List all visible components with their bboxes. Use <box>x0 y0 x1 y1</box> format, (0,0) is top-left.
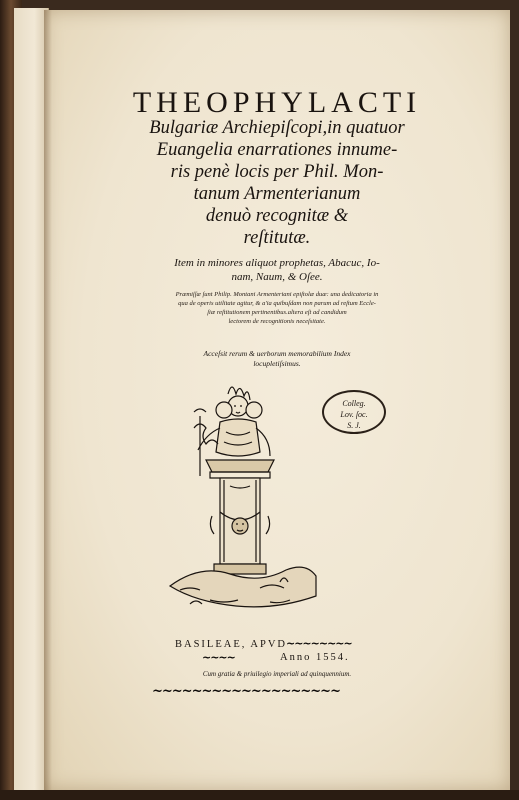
title-line: ris penè locis per Phil. Mon- <box>170 162 384 182</box>
title-line: reſtitutæ. <box>243 228 311 248</box>
ink-signature: ~~~~~~~~~~~~~~~~~~~ <box>152 684 340 699</box>
imprint-year: Anno 1554. <box>280 652 350 663</box>
stamp-line: S. J. <box>347 421 361 430</box>
subtitle-line: Item in minores aliquot prophetas, Abacuc, Io- <box>174 257 380 269</box>
library-stamp <box>322 390 386 434</box>
cover-bottom-edge <box>0 790 519 800</box>
title-line: Bulgariæ Archiepiſcopi,in quatuor <box>149 118 405 138</box>
stamp-line: Lov. ſoc. <box>340 410 368 419</box>
preface-line: Præmiſſæ ſunt Philip. Montani Armenteriani epiſtolæ duæ: una dedicatoria in <box>175 291 379 298</box>
preface-line: qua de operis utilitate agitur, & a'ia quibuſdam non parum ad reſtum Eccle- <box>178 300 376 307</box>
subtitle-line: nam, Naum, & Oſee. <box>231 271 323 283</box>
privilege-line: Cum gratia & priuilegio imperiali ad quinquennium. <box>202 670 352 678</box>
title-author: THEOPHYLACTI <box>132 86 422 119</box>
title-line: denuò recognitæ & <box>205 206 349 226</box>
printer-device-woodcut <box>150 376 330 626</box>
ink-strikeout: ~~~~ <box>202 651 235 664</box>
preface-line: ſiæ reſtitutionem pertinentibus.altera eſt ad candidum <box>207 309 347 316</box>
preface-line: lectorem de recognitionis neceſsitate. <box>228 318 326 325</box>
ink-strikeout: ~~~~~~~~ <box>286 637 352 650</box>
accessit-line: locupletiſsimus. <box>253 359 301 368</box>
accessit-line: Acceſsit rerum & uerborum memorabilium Index <box>203 349 351 358</box>
title-line: Euangelia enarrationes innume- <box>156 140 398 160</box>
stamp-line: Colleg. <box>342 399 366 408</box>
imprint-line: BASILEAE, APVD <box>175 639 288 650</box>
title-line: tanum Armenterianum <box>193 184 361 204</box>
